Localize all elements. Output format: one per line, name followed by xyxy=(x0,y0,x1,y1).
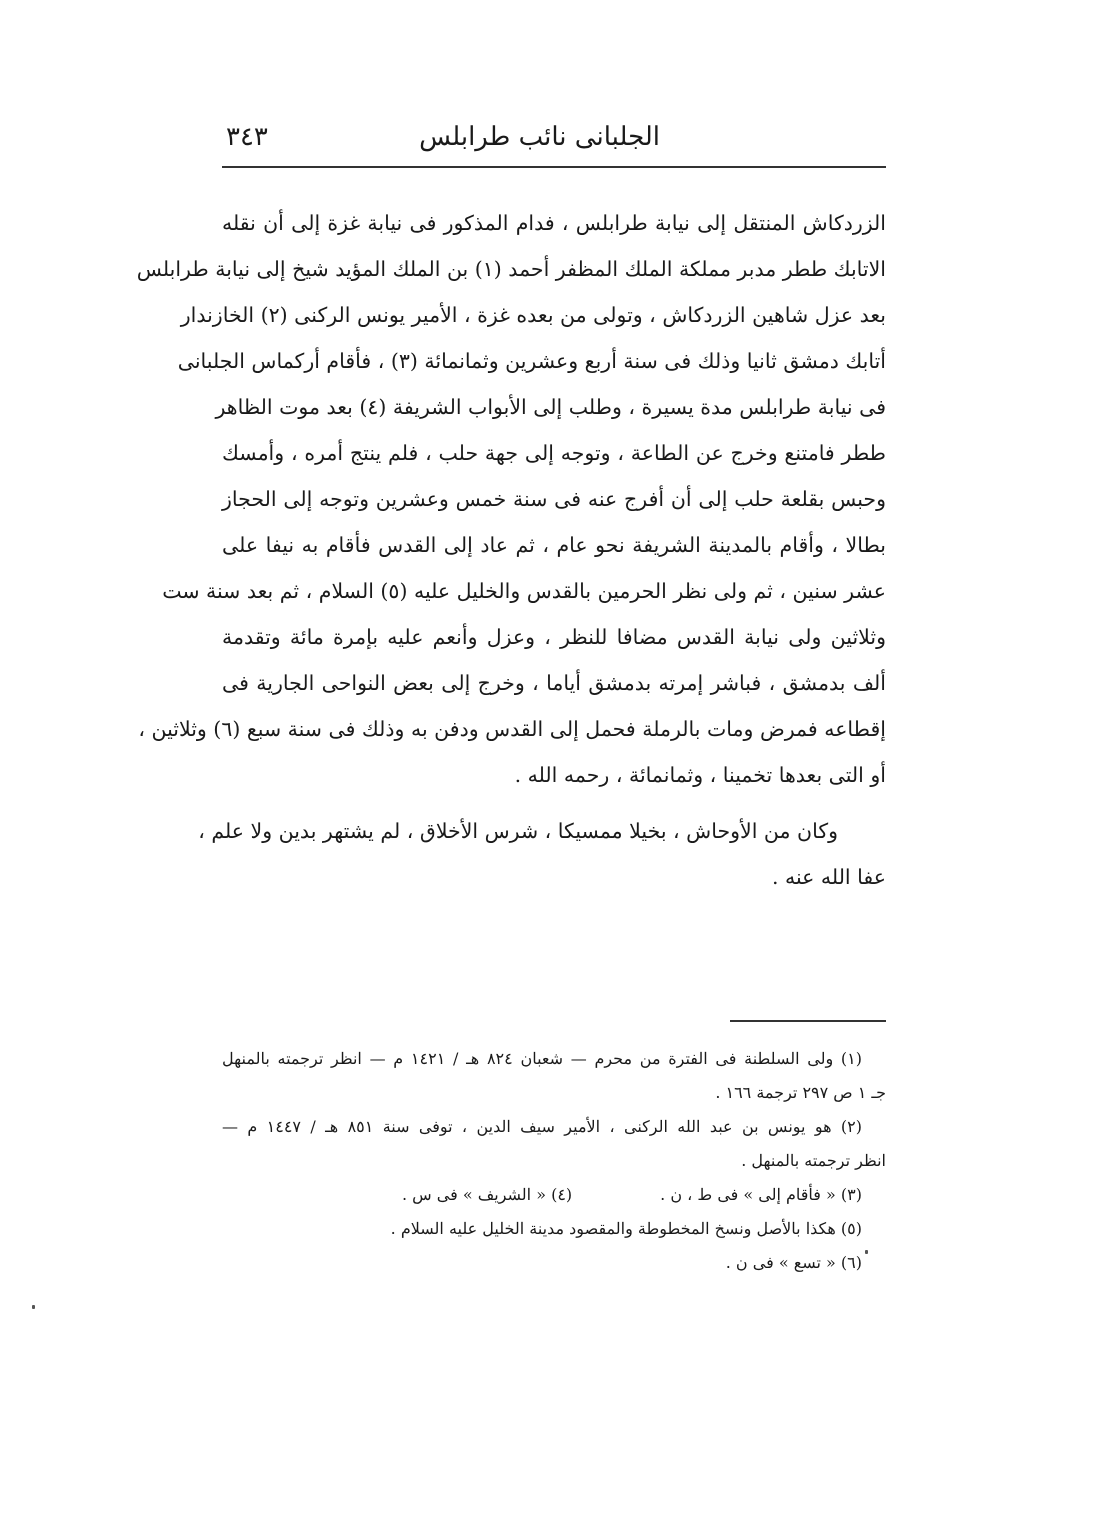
text-line: فى نيابة طرابلس مدة يسيرة ، وطلب إلى الأبواب الشريفة (٤) بعد موت الظاهر xyxy=(215,395,886,419)
footnotes xyxy=(222,1042,886,1280)
scan-speck xyxy=(865,1250,868,1254)
text-line: ططر فامتنع وخرج عن الطاعة ، وتوجه إلى جهة حلب ، فلم ينتج أمره ، وأمسك xyxy=(222,441,886,465)
text-line: عشر سنين ، ثم ولى نظر الحرمين بالقدس والخليل عليه (٥) السلام ، ثم بعد سنة ست xyxy=(162,579,886,603)
page-number: ٣٤٣ xyxy=(226,122,268,152)
header-rule xyxy=(222,166,886,168)
footnote-rule xyxy=(730,1020,886,1022)
running-title: الجلبانى نائب طرابلس xyxy=(419,122,660,152)
footnote-5: (٥) هكذا بالأصل ونسخ المخطوطة والمقصود مدينة الخليل عليه السلام . xyxy=(390,1219,862,1238)
scan-speck xyxy=(32,1305,35,1309)
text-line: الاتابك ططر مدبر مملكة الملك المظفر أحمد (١) بن الملك المؤيد شيخ إلى نيابة طرابلس xyxy=(136,257,886,281)
paragraph-1 xyxy=(136,200,886,798)
footnote-1-continued: جـ ١ ص ٢٩٧ ترجمة ١٦٦ . xyxy=(715,1083,886,1102)
paragraph-2 xyxy=(198,808,886,900)
footnote-row-3-4 xyxy=(222,1178,886,1212)
text-line: الزردكاش المنتقل إلى نيابة طرابلس ، فدام المذكور فى نيابة غزة إلى أن نقله xyxy=(222,211,886,235)
footnote-6: (٦) « تسع » فى ن . xyxy=(725,1253,862,1272)
text-line: أتابك دمشق ثانيا وذلك فى سنة أربع وعشرين وثمانمائة (٣) ، فأقام أركماس الجلبانى xyxy=(177,349,886,373)
footnote-1: (١) ولى السلطنة فى الفترة من محرم — شعبان ٨٢٤ هـ / ١٤٢١ م — انظر ترجمته بالمنهل xyxy=(222,1049,862,1068)
footnote-3: (٣) « فأقام إلى » فى ط ، ن . xyxy=(660,1185,862,1204)
text-line: وكان من الأوحاش ، بخيلا ممسيكا ، شرس الأخلاق ، لم يشتهر بدين ولا علم ، xyxy=(198,819,838,843)
text-line: أو التى بعدها تخمينا ، وثمانمائة ، رحمه الله . xyxy=(514,763,886,787)
page-header xyxy=(222,118,890,158)
text-line: بعد عزل شاهين الزردكاش ، وتولى من بعده غزة ، الأمير يونس الركنى (٢) الخازندار xyxy=(180,303,886,327)
footnote-row-5 xyxy=(222,1212,886,1246)
text-line: عفا الله عنه . xyxy=(771,865,886,889)
text-line: بطالا ، وأقام بالمدينة الشريفة نحو عام ، ثم عاد إلى القدس فأقام به نيفا على xyxy=(222,533,886,557)
text-line: إقطاعه فمرض ومات بالرملة فحمل إلى القدس ودفن به وذلك فى سنة سبع (٦) وثلاثين ، xyxy=(138,717,886,741)
text-line: وثلاثين ولى نيابة القدس مضافا للنظر ، وعزل وأنعم عليه بإمرة مائة وتقدمة xyxy=(222,625,886,649)
footnote-row-6 xyxy=(222,1246,886,1280)
footnote-2-continued: انظر ترجمته بالمنهل . xyxy=(741,1151,886,1170)
footnote-2: (٢) هو يونس بن عبد الله الركنى ، الأمير سيف الدين ، توفى سنة ٨٥١ هـ / ١٤٤٧ م — xyxy=(222,1117,862,1136)
text-line: وحبس بقلعة حلب إلى أن أفرج عنه فى سنة خمس وعشرين وتوجه إلى الحجاز xyxy=(222,487,886,511)
main-text xyxy=(136,200,886,900)
footnote-4: (٤) « الشريف » فى س . xyxy=(401,1185,573,1204)
text-line: ألف بدمشق ، فباشر إمرته بدمشق أياما ، وخرج إلى بعض النواحى الجارية فى xyxy=(222,671,886,695)
